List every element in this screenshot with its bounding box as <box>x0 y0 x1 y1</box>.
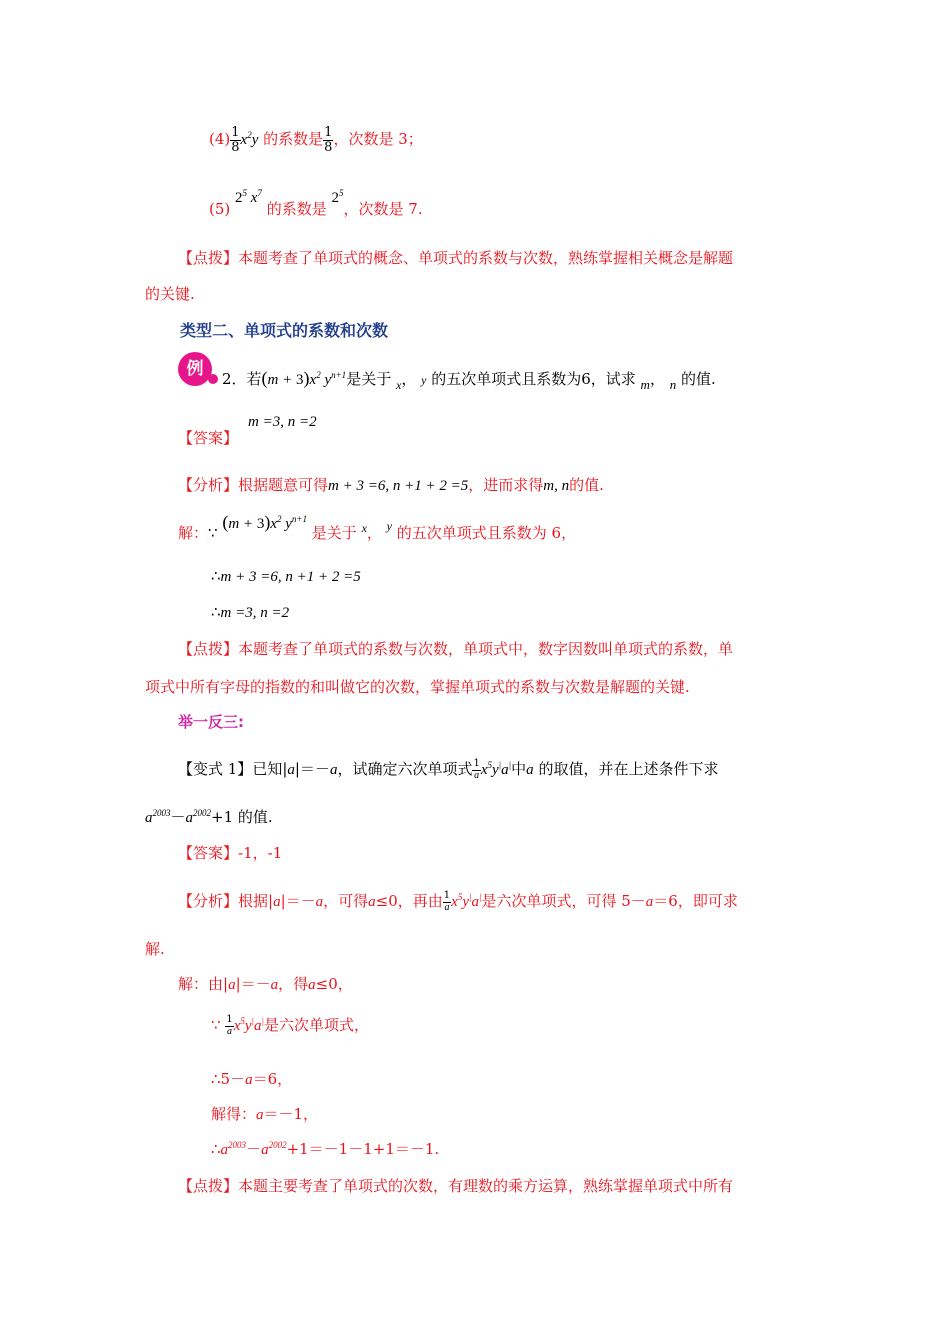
solution-2-line-4: 解得：a＝－1， <box>211 1105 319 1123</box>
item-4: (4) $\frac{1}{8}$ $x^2y$ 的系数是 $\frac{1}{8}$ ，次数是 3； <box>209 125 423 155</box>
fraction-one-over-a: $\frac{1}{a}$ <box>473 758 480 781</box>
section-title: 类型二、单项式的系数和次数 <box>180 321 389 340</box>
tip-2-cont: 项式中所有字母的指数的和叫做它的次数，掌握单项式的系数与次数是解题的关键. <box>145 678 690 696</box>
tip-3: 【点拨】本题主要考查了单项式的次数，有理数的乘方运算，熟练掌握单项式中所有 <box>178 1177 734 1195</box>
analysis-2: 【分析】根据|a|＝－a，可得a≤0，再由 $\frac{1}{a}$ $x^5y^|a^|$是六次单项式，可得 5－a＝6，即可求 <box>178 890 738 913</box>
fraction-one-over-a-2: $\frac{1}{a}$ <box>443 890 451 913</box>
example-2: 2．若$(m + 3)x^2$ $y^{n+1}$是关于 $_x$， y 的五次单项式且系数为6，试求 m， n 的值. <box>222 368 716 392</box>
analysis-2-cont: 解. <box>145 940 165 958</box>
solution-2-line-2: ∵ $\frac{1}{a}$ $x^5y^|a^|$是六次单项式， <box>211 1014 370 1037</box>
answer-1-value: m =3, n =2 <box>248 414 317 430</box>
fraction-one-eighth-result: $\frac{1}{8}$ <box>324 125 333 155</box>
solution-2-line-5: $\therefore a^{2003}-a^{2002}+1=-1-1+1=-1$. <box>211 1140 440 1158</box>
tip-1-cont: 的关键. <box>145 285 195 303</box>
example-badge: 例 <box>178 352 212 386</box>
solution-1-line-2: ∴m + 3 =6, n +1 + 2 =5 <box>211 567 361 585</box>
fraction-one-eighth: $\frac{1}{8}$ <box>231 125 240 155</box>
item-5: (5) $2^5$ $x^7$ 的系数是 $2^5$，次数是 7. <box>209 188 423 218</box>
solution-1-line-3: ∴m =3, n =2 <box>211 603 290 621</box>
solution-2-line-1: 解：由|a|＝－a，得a≤0， <box>178 975 353 993</box>
analysis-1: 【分析】根据题意可得m + 3 =6, n +1 + 2 =5，进而求得m, n的值. <box>178 476 604 494</box>
variant-1-cont: $a^{2003}-a^{2002}+1$ 的值. <box>145 808 273 826</box>
solution-1-line-1: 解：∵ $(m + 3)x^2$ $y^{n+1}$ 是关于 $^x$， $^y$ 的五次单项式且系数为 6， <box>178 512 577 542</box>
tip-2: 【点拨】本题考查了单项式的系数与次数，单项式中，数字因数叫单项式的系数，单 <box>178 640 734 658</box>
variant-1: 【变式 1】已知|a|＝－a，试确定六次单项式 $\frac{1}{a}$ $x^5y^|a^|$中a 的取值，并在上述条件下求 <box>178 758 719 781</box>
fraction-one-over-a-3: $\frac{1}{a}$ <box>226 1014 233 1037</box>
practice-title: 举一反三: <box>178 713 244 731</box>
solution-2-line-3: ∴5－a＝6， <box>211 1070 293 1088</box>
tip-1: 【点拨】本题考查了单项式的概念、单项式的系数与次数，熟练掌握相关概念是解题 <box>178 249 734 267</box>
answer-1-tag: 【答案】 <box>178 429 239 447</box>
answer-2: 【答案】-1，-1 <box>178 844 283 862</box>
